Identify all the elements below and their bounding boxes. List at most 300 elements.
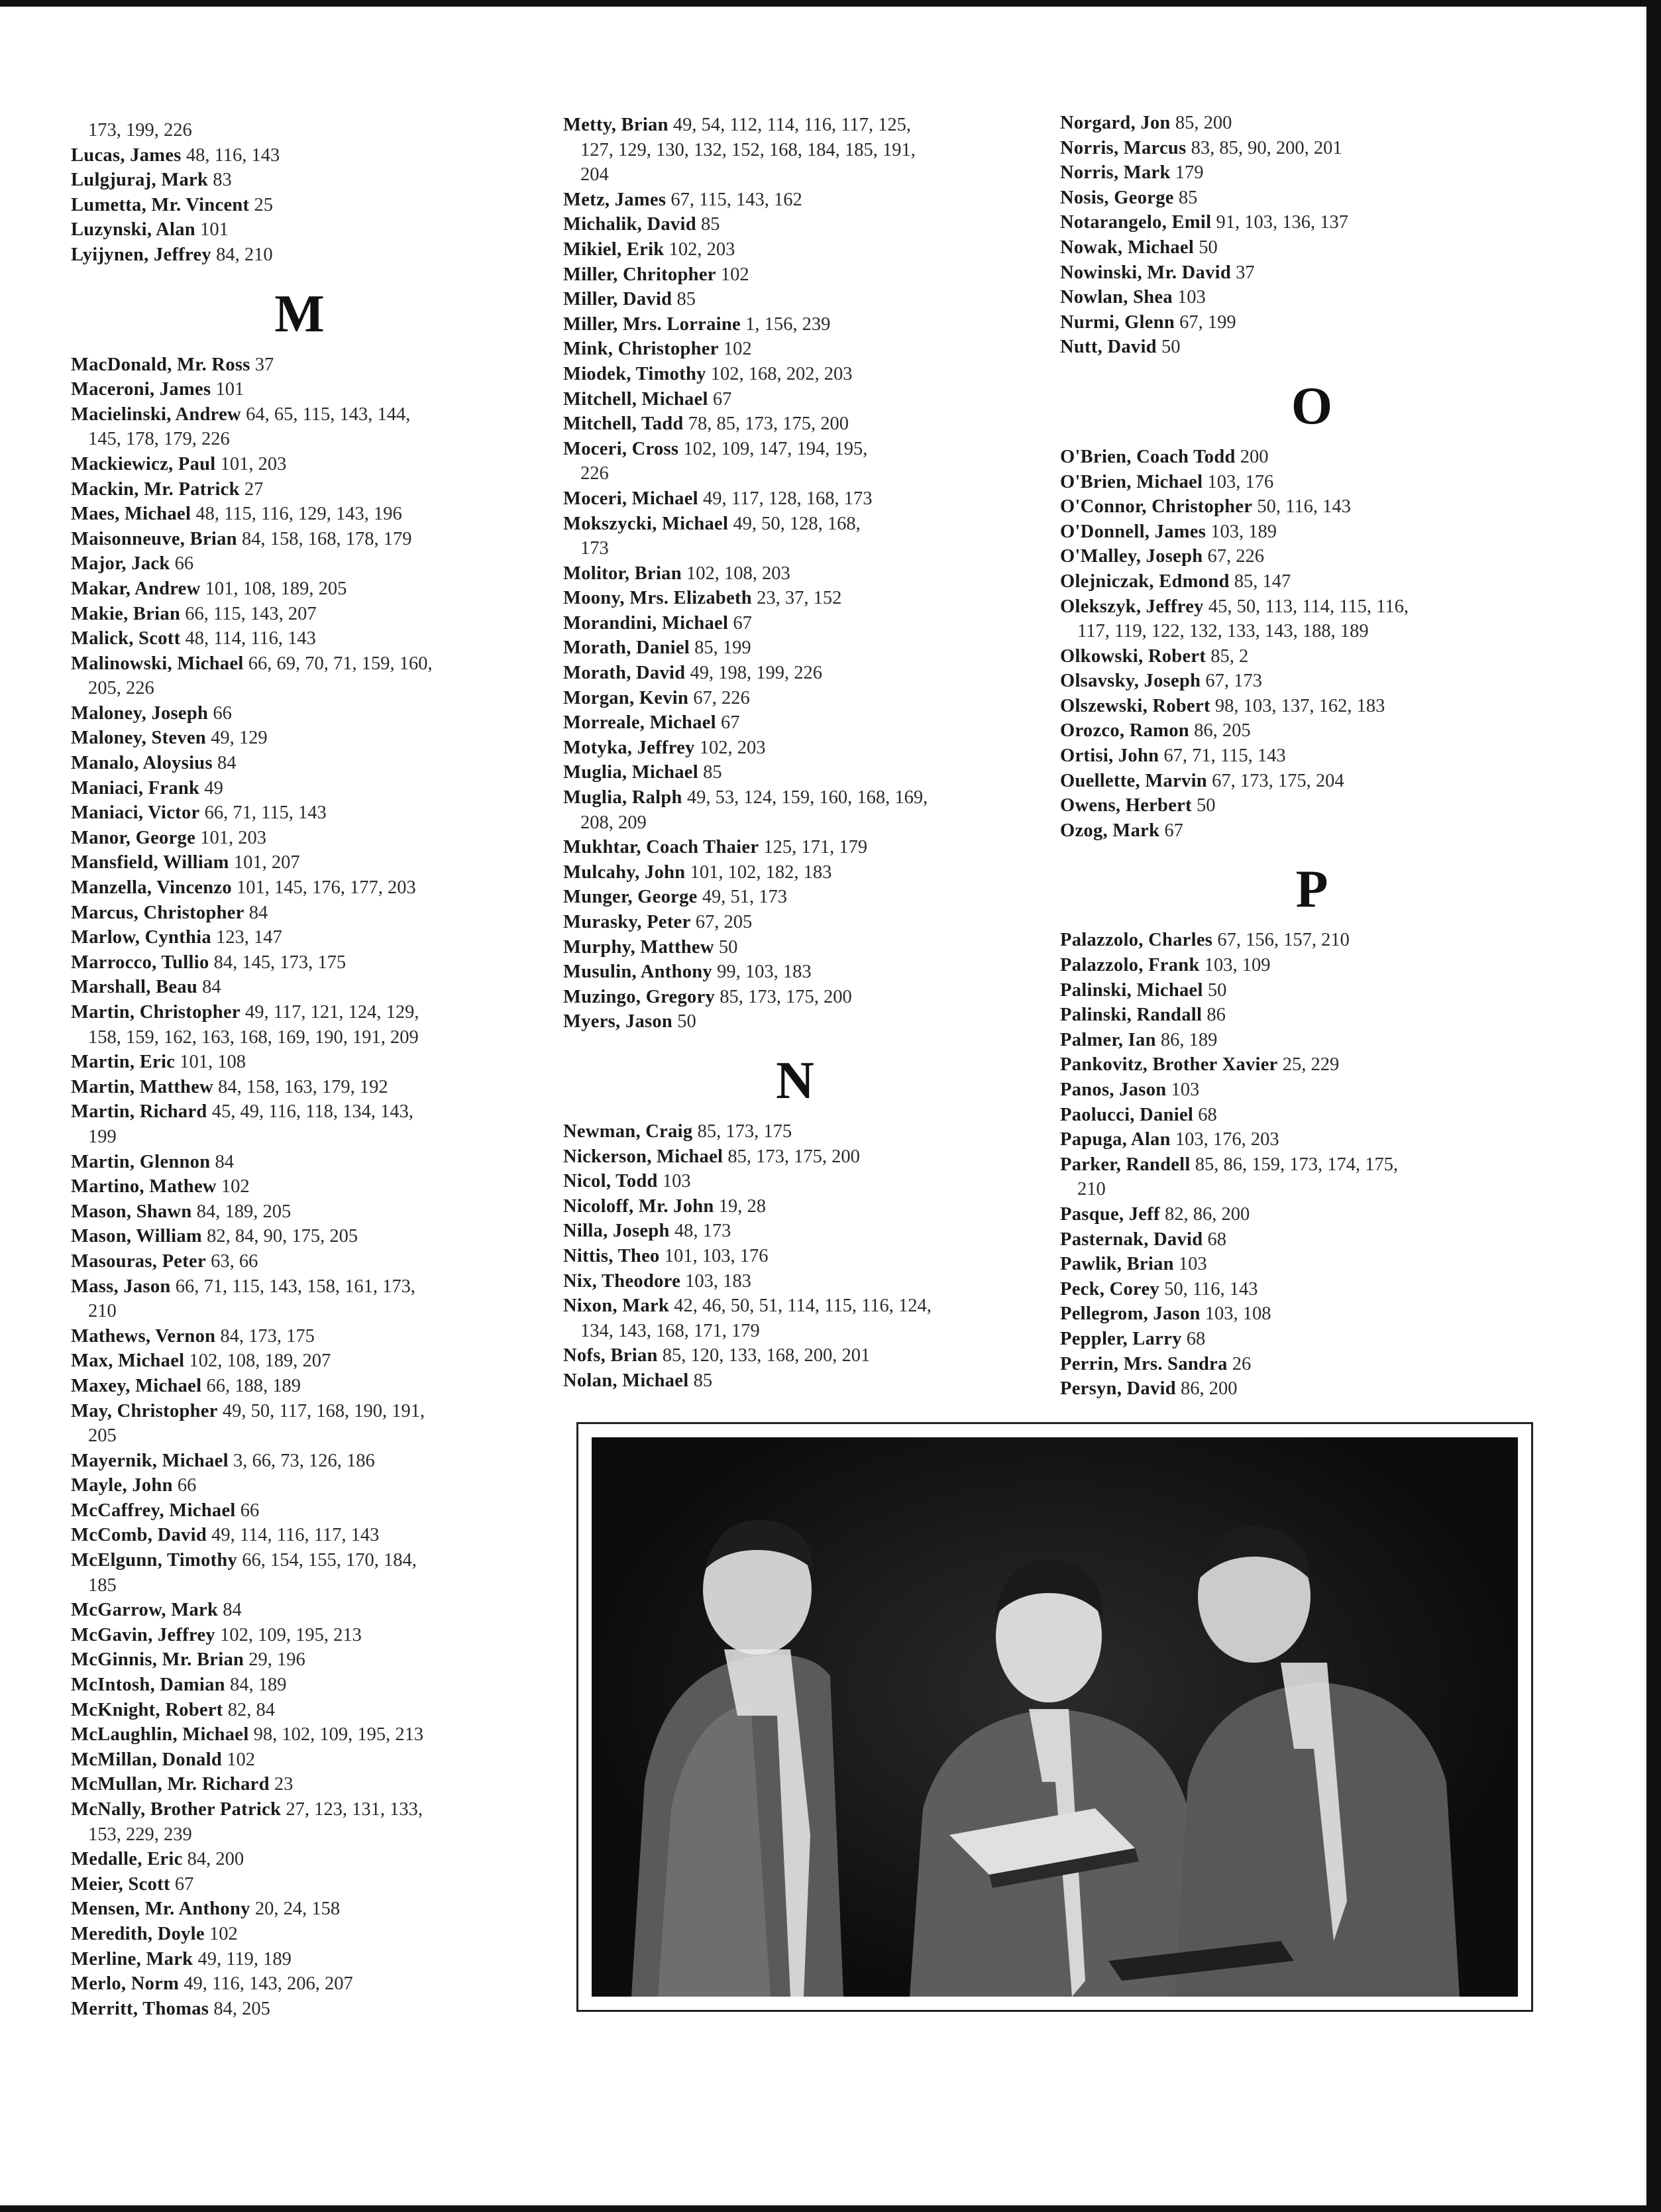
entry-pages: 37 <box>1236 262 1255 283</box>
entry-pages: 66, 71, 115, 143, 158, 161, 173, <box>175 1276 416 1297</box>
entry-name: Olejniczak, Edmond <box>1060 571 1230 592</box>
entry-pages: 84 <box>223 1600 242 1621</box>
index-entry <box>71 726 528 751</box>
index-entry <box>71 950 528 975</box>
entry-name: Maniaci, Frank <box>71 777 200 799</box>
entry-name: Mitchell, Michael <box>563 388 708 410</box>
index-entry <box>71 243 528 268</box>
entry-name: Martin, Matthew <box>71 1076 214 1097</box>
index-entry <box>1060 1078 1564 1103</box>
entry-name: Myers, Jason <box>563 1011 673 1032</box>
entry-pages: 101 <box>200 219 229 241</box>
entry-name: Ouellette, Marvin <box>1060 770 1207 791</box>
scan-edge-top <box>0 0 1661 7</box>
entry-name: McMullan, Mr. Richard <box>71 1774 270 1795</box>
entry-pages: 48, 116, 143 <box>186 144 280 166</box>
index-entry <box>71 577 528 602</box>
index-entry <box>563 362 1027 387</box>
entry-pages: 64, 65, 115, 143, 144, <box>246 404 411 425</box>
index-entry <box>563 1219 1027 1244</box>
index-entry <box>71 1897 528 1922</box>
entry-name: Marshall, Beau <box>71 977 198 998</box>
entry-pages: 84, 200 <box>187 1849 244 1870</box>
entry-pages: 50 <box>677 1011 696 1032</box>
entry-name: McMillan, Donald <box>71 1749 223 1770</box>
entry-pages: 103, 176 <box>1207 471 1274 492</box>
entry-pages: 83, 85, 90, 200, 201 <box>1191 137 1342 158</box>
index-entry <box>71 850 528 875</box>
entry-name: Martin, Glennon <box>71 1151 211 1172</box>
entry-pages: 49, 117, 121, 124, 129, <box>244 1002 419 1023</box>
index-column-2 <box>563 113 1027 1394</box>
entry-name: Mink, Christopher <box>563 339 719 360</box>
entry-name: Mitchell, Tadd <box>563 414 684 435</box>
index-entry <box>563 1119 1027 1144</box>
index-entry <box>1060 953 1564 978</box>
entry-name: Nosis, George <box>1060 187 1174 208</box>
entry-pages-continued: 117, 119, 122, 132, 133, 143, 188, 189 <box>1077 621 1369 642</box>
scan-edge-right <box>1646 0 1661 2212</box>
entry-name: Paolucci, Daniel <box>1060 1104 1194 1125</box>
entry-pages: 85 <box>703 762 722 783</box>
index-entry <box>1060 494 1564 520</box>
index-entry <box>71 1722 528 1747</box>
entry-name: Peppler, Larry <box>1060 1328 1182 1349</box>
index-entry <box>1060 1327 1564 1352</box>
index-entry <box>71 701 528 726</box>
entry-pages-continued: 145, 178, 179, 226 <box>88 429 230 450</box>
index-entry <box>1060 1352 1564 1377</box>
entry-pages: 49, 54, 112, 114, 116, 117, 125, <box>672 115 912 135</box>
entry-name: Palmer, Ian <box>1060 1029 1156 1050</box>
entry-name: Manalo, Aloysius <box>71 753 213 774</box>
entry-pages: 102 <box>221 1176 250 1197</box>
index-entry <box>71 1050 528 1075</box>
entry-name: McElgunn, Timothy <box>71 1550 238 1571</box>
entry-pages: 68 <box>1186 1328 1206 1349</box>
entry-pages: 49 <box>204 777 223 799</box>
entry-name: Mass, Jason <box>71 1276 171 1297</box>
index-entry <box>1060 445 1564 470</box>
entry-name: Mayernik, Michael <box>71 1450 229 1471</box>
entry-pages: 99, 103, 183 <box>717 962 812 983</box>
index-entry <box>1060 1202 1564 1227</box>
index-entry <box>1060 1252 1564 1277</box>
entry-name: Morandini, Michael <box>563 612 729 634</box>
index-entry <box>563 985 1027 1010</box>
entry-name: Persyn, David <box>1060 1378 1176 1400</box>
entry-name: Makar, Andrew <box>71 578 201 599</box>
index-entry <box>71 1174 528 1199</box>
entry-name: Martin, Christopher <box>71 1002 241 1023</box>
entry-name: Nurmi, Glenn <box>1060 311 1175 333</box>
index-entry <box>71 1598 528 1623</box>
index-entry <box>563 337 1027 362</box>
entry-name: Makie, Brian <box>71 603 181 624</box>
entry-pages: 67 <box>1164 820 1183 841</box>
entry-pages: 84 <box>215 1151 234 1172</box>
entry-name: Peck, Corey <box>1060 1278 1159 1300</box>
index-entry <box>1060 160 1564 186</box>
entry-name: Maniaci, Victor <box>71 802 200 824</box>
index-entry <box>71 1872 528 1897</box>
entry-pages: 68 <box>1207 1229 1227 1250</box>
entry-pages: 82, 84, 90, 175, 205 <box>207 1226 358 1247</box>
entry-name: Motyka, Jeffrey <box>563 737 695 758</box>
index-entry <box>1060 260 1564 286</box>
index-entry <box>563 686 1027 711</box>
entry-pages-continued: 153, 229, 239 <box>88 1824 192 1845</box>
entry-name: O'Connor, Christopher <box>1060 496 1253 518</box>
entry-pages: 67, 173 <box>1205 671 1262 692</box>
index-entry <box>71 1647 528 1673</box>
entry-name: Pasque, Jeff <box>1060 1203 1160 1225</box>
entry-pages: 23, 37, 152 <box>757 588 842 609</box>
entry-pages: 102, 108, 189, 207 <box>189 1351 331 1372</box>
entry-pages-continued: 210 <box>88 1301 117 1322</box>
entry-name: Mansfield, William <box>71 852 229 873</box>
entry-pages: 19, 28 <box>718 1195 766 1217</box>
index-entry <box>71 1772 528 1797</box>
entry-pages: 103, 109 <box>1204 955 1271 976</box>
entry-name: Manor, George <box>71 827 196 848</box>
entry-name: McGarrow, Mark <box>71 1600 219 1621</box>
entry-pages: 42, 46, 50, 51, 114, 115, 116, 124, <box>674 1296 932 1317</box>
index-entry <box>71 1947 528 1972</box>
entry-pages: 84, 145, 173, 175 <box>213 952 347 973</box>
section-letter-o: O <box>1291 376 1333 435</box>
entry-pages: 82, 84 <box>227 1699 275 1720</box>
index-entry <box>1060 1052 1564 1078</box>
entry-name: O'Brien, Michael <box>1060 471 1203 492</box>
entry-name: Major, Jack <box>71 553 170 575</box>
entry-pages: 23 <box>274 1774 294 1795</box>
entry-pages: 103, 176, 203 <box>1175 1129 1279 1150</box>
entry-name: McIntosh, Damian <box>71 1675 225 1696</box>
entry-name: Perrin, Mrs. Sandra <box>1060 1353 1228 1374</box>
index-entry <box>71 1847 528 1872</box>
index-entry <box>71 901 528 926</box>
entry-name: Moony, Mrs. Elizabeth <box>563 588 752 609</box>
entry-pages: 85 <box>700 214 720 235</box>
entry-pages: 67, 173, 175, 204 <box>1212 770 1344 791</box>
entry-name: Malick, Scott <box>71 628 181 649</box>
index-entry <box>563 113 1027 138</box>
entry-name: Pellegrom, Jason <box>1060 1303 1201 1325</box>
entry-pages-continued: 208, 209 <box>580 812 647 833</box>
entry-name: Maxey, Michael <box>71 1375 202 1396</box>
entry-pages: 25 <box>254 194 273 215</box>
index-entry <box>71 1099 528 1125</box>
entry-pages: 101 <box>215 379 244 400</box>
index-entry <box>71 925 528 950</box>
entry-name: Lucas, James <box>71 144 182 166</box>
entry-name: Olszewski, Robert <box>1060 695 1210 716</box>
entry-pages: 101, 102, 182, 183 <box>690 861 832 883</box>
entry-name: MacDonald, Mr. Ross <box>71 354 250 375</box>
entry-name: Luzynski, Alan <box>71 219 195 241</box>
entry-name: Pasternak, David <box>1060 1229 1203 1250</box>
index-entry <box>71 1523 528 1548</box>
entry-pages-continued: 158, 159, 162, 163, 168, 169, 190, 191, 209 <box>88 1026 419 1048</box>
entry-name: Pawlik, Brian <box>1060 1254 1174 1275</box>
entry-name: Olekszyk, Jeffrey <box>1060 596 1204 617</box>
entry-pages: 67, 205 <box>695 912 753 932</box>
index-entry <box>1060 818 1564 844</box>
index-entry <box>1060 520 1564 545</box>
entry-name: Mason, William <box>71 1226 202 1247</box>
index-entry <box>563 736 1027 761</box>
index-entry <box>1060 186 1564 211</box>
entry-name: Martino, Mathew <box>71 1176 217 1197</box>
entry-name: Medalle, Eric <box>71 1849 183 1870</box>
index-entry <box>71 1150 528 1175</box>
entry-name: McNally, Brother Patrick <box>71 1799 282 1820</box>
entry-name: Ozog, Mark <box>1060 820 1160 841</box>
entry-pages: 102, 109, 147, 194, 195, <box>683 438 868 459</box>
entry-name: Meier, Scott <box>71 1873 170 1895</box>
index-column-1 <box>71 118 528 2021</box>
entry-name: O'Malley, Joseph <box>1060 546 1203 567</box>
entry-name: McCaffrey, Michael <box>71 1500 236 1521</box>
entry-pages: 50 <box>1199 237 1218 258</box>
entry-pages: 103, 183 <box>685 1270 751 1292</box>
entry-pages: 29, 196 <box>248 1649 305 1671</box>
index-entry <box>563 1244 1027 1269</box>
index-entry <box>1060 1103 1564 1128</box>
entry-name: Nickerson, Michael <box>563 1146 723 1167</box>
entry-name: Papuga, Alan <box>1060 1129 1171 1150</box>
entry-pages: 84, 158, 163, 179, 192 <box>218 1076 388 1097</box>
entry-name: Palinski, Randall <box>1060 1005 1203 1026</box>
entry-pages: 26 <box>1232 1353 1252 1374</box>
index-entry <box>563 636 1027 661</box>
index-entry <box>71 626 528 651</box>
entry-pages: 86 <box>1206 1005 1226 1026</box>
entry-name: Muglia, Ralph <box>563 787 682 808</box>
entry-name: Nowinski, Mr. David <box>1060 262 1232 283</box>
entry-pages: 66, 188, 189 <box>206 1375 301 1396</box>
entry-name: Malinowski, Michael <box>71 653 244 674</box>
index-entry <box>71 1548 528 1573</box>
index-entry <box>1060 111 1564 136</box>
entry-pages: 49, 51, 173 <box>702 887 787 908</box>
entry-pages: 49, 114, 116, 117, 143 <box>211 1525 380 1546</box>
entry-pages: 50 <box>1207 979 1227 1001</box>
index-entry <box>563 262 1027 288</box>
index-entry <box>1060 1028 1564 1053</box>
index-entry <box>71 1274 528 1300</box>
index-entry <box>1060 793 1564 818</box>
entry-pages: 50 <box>718 936 738 958</box>
entry-pages: 103 <box>662 1171 691 1192</box>
index-entry <box>1060 544 1564 569</box>
entry-name: Norris, Mark <box>1060 162 1171 184</box>
scan-edge-bottom <box>0 2205 1661 2212</box>
index-entry <box>563 1169 1027 1194</box>
entry-pages: 125, 171, 179 <box>763 837 868 858</box>
index-entry <box>71 452 528 477</box>
entry-pages: 84 <box>248 902 268 923</box>
entry-pages: 67, 226 <box>693 687 750 708</box>
entry-pages-continued: 205 <box>88 1425 117 1447</box>
entry-pages: 101, 103, 176 <box>664 1245 769 1266</box>
index-entry <box>563 1144 1027 1170</box>
entry-name: Merline, Mark <box>71 1948 193 1969</box>
index-entry <box>71 353 528 378</box>
index-entry <box>71 1374 528 1399</box>
entry-pages: 45, 49, 116, 118, 134, 143, <box>211 1101 413 1123</box>
entry-name: Palazzolo, Charles <box>1060 930 1213 951</box>
entry-name: Miller, Mrs. Lorraine <box>563 313 741 335</box>
entry-name: O'Brien, Coach Todd <box>1060 446 1236 467</box>
entry-pages: 37 <box>254 354 274 375</box>
entry-pages: 91, 103, 136, 137 <box>1216 212 1348 233</box>
index-entry <box>1060 744 1564 769</box>
entry-name: Mukhtar, Coach Thaier <box>563 837 759 858</box>
index-column-3 <box>1060 111 1564 1402</box>
entry-name: Mulcahy, John <box>563 861 686 883</box>
entry-name: Olsavsky, Joseph <box>1060 671 1201 692</box>
entry-pages: 67 <box>712 388 732 410</box>
entry-name: Munger, George <box>563 887 698 908</box>
entry-name: Marcus, Christopher <box>71 902 244 923</box>
entry-name: Morath, David <box>563 663 686 684</box>
graduates-illustration <box>592 1437 1518 1997</box>
entry-pages: 49, 50, 117, 168, 190, 191, <box>222 1400 425 1421</box>
entry-name: Morreale, Michael <box>563 712 716 734</box>
entry-pages: 48, 114, 116, 143 <box>185 628 316 649</box>
entry-pages: 67, 199 <box>1179 311 1236 333</box>
entry-pages: 50 <box>1161 337 1181 358</box>
entry-pages: 67, 115, 143, 162 <box>670 189 802 210</box>
index-entry <box>563 935 1027 960</box>
entry-pages-continued: 210 <box>1077 1179 1106 1200</box>
entry-name: Murasky, Peter <box>563 912 691 932</box>
section-letter-p: P <box>1295 860 1328 919</box>
entry-pages: 102, 203 <box>669 239 735 260</box>
entry-pages: 49, 50, 128, 168, <box>733 513 861 534</box>
index-entry <box>1060 928 1564 953</box>
entry-pages: 66, 71, 115, 143 <box>204 802 327 824</box>
entry-name: Palinski, Michael <box>1060 979 1203 1001</box>
index-entry <box>1060 669 1564 694</box>
index-entry <box>563 785 1027 810</box>
index-entry <box>71 1449 528 1474</box>
index-entry <box>1060 470 1564 495</box>
entry-name: Nowak, Michael <box>1060 237 1195 258</box>
entry-pages: 66 <box>177 1475 197 1496</box>
entry-pages: 103 <box>1171 1079 1200 1100</box>
entry-pages: 179 <box>1175 162 1204 184</box>
index-entry <box>563 860 1027 885</box>
entry-name: Martin, Eric <box>71 1052 176 1073</box>
entry-pages: 86, 200 <box>1181 1378 1238 1400</box>
entry-pages: 67 <box>733 612 752 634</box>
index-entry <box>563 437 1027 462</box>
entry-pages: 85, 86, 159, 173, 174, 175, <box>1195 1154 1399 1175</box>
entry-pages: 98, 103, 137, 162, 183 <box>1214 695 1385 716</box>
entry-pages: 67 <box>721 712 740 734</box>
graduation-photo <box>592 1437 1518 1997</box>
entry-name: Nittis, Theo <box>563 1245 660 1266</box>
entry-pages: 3, 66, 73, 126, 186 <box>233 1450 375 1471</box>
index-entry <box>71 168 528 193</box>
index-entry <box>563 1269 1027 1294</box>
index-entry <box>563 486 1027 512</box>
index-entry <box>563 212 1027 237</box>
entry-pages: 66 <box>240 1500 260 1521</box>
index-entry <box>1060 1127 1564 1152</box>
entry-name: McGavin, Jeffrey <box>71 1624 215 1645</box>
entry-name: Nicoloff, Mr. John <box>563 1195 714 1217</box>
entry-pages: 49, 53, 124, 159, 160, 168, 169, <box>686 787 928 808</box>
entry-pages: 48, 115, 116, 129, 143, 196 <box>195 504 402 525</box>
index-entry <box>563 586 1027 611</box>
entry-pages: 68 <box>1198 1104 1217 1125</box>
entry-pages-continued: 199 <box>88 1126 117 1147</box>
index-entry <box>563 188 1027 213</box>
entry-name: Mackiewicz, Paul <box>71 453 216 474</box>
entry-name: Metty, Brian <box>563 115 669 135</box>
entry-pages: 66, 154, 155, 170, 184, <box>242 1550 417 1571</box>
entry-pages: 50 <box>1197 795 1216 816</box>
index-entry <box>71 551 528 577</box>
index-entry <box>1060 210 1564 235</box>
entry-pages: 85, 2 <box>1210 645 1249 667</box>
entry-name: Miller, Chritopher <box>563 264 716 285</box>
entry-name: May, Christopher <box>71 1400 218 1421</box>
section-letter-m: M <box>274 284 325 343</box>
entry-name: Marlow, Cynthia <box>71 927 211 948</box>
entry-pages: 85 <box>693 1370 713 1391</box>
entry-pages: 85, 199 <box>694 637 751 659</box>
entry-pages: 85 <box>676 289 696 310</box>
entry-name: Mason, Shawn <box>71 1201 192 1222</box>
entry-name: Olkowski, Robert <box>1060 645 1206 667</box>
entry-name: Nowlan, Shea <box>1060 287 1173 308</box>
entry-pages: 67, 71, 115, 143 <box>1163 746 1286 767</box>
index-entry <box>1060 694 1564 719</box>
index-entry <box>71 477 528 502</box>
entry-name: Meredith, Doyle <box>71 1923 205 1944</box>
entry-pages: 49, 129 <box>211 728 268 749</box>
entry-pages: 102 <box>209 1923 238 1944</box>
index-entry <box>563 387 1027 412</box>
index-entry <box>563 910 1027 935</box>
entry-name: Miller, David <box>563 289 672 310</box>
entry-name: Maloney, Joseph <box>71 702 209 724</box>
section-letter-n: N <box>776 1051 814 1110</box>
entry-name: Masouras, Peter <box>71 1250 206 1272</box>
index-entry <box>563 710 1027 736</box>
index-entry <box>1060 569 1564 594</box>
entry-pages: 101, 203 <box>200 827 266 848</box>
entry-name: Maceroni, James <box>71 379 211 400</box>
entry-pages: 200 <box>1240 446 1269 467</box>
entry-pages-continued: 185 <box>88 1575 117 1596</box>
entry-pages-continued: 205, 226 <box>88 678 154 699</box>
index-entry <box>71 751 528 776</box>
entry-name: Merritt, Thomas <box>71 1998 209 2019</box>
entry-name: Nofs, Brian <box>563 1345 658 1366</box>
index-entry <box>71 801 528 826</box>
entry-pages: 49, 117, 128, 168, 173 <box>703 488 873 509</box>
entry-name: Morath, Daniel <box>563 637 690 659</box>
entry-pages: 101, 145, 176, 177, 203 <box>237 877 416 899</box>
index-entry <box>563 835 1027 860</box>
entry-name: Pankovitz, Brother Xavier <box>1060 1054 1278 1076</box>
